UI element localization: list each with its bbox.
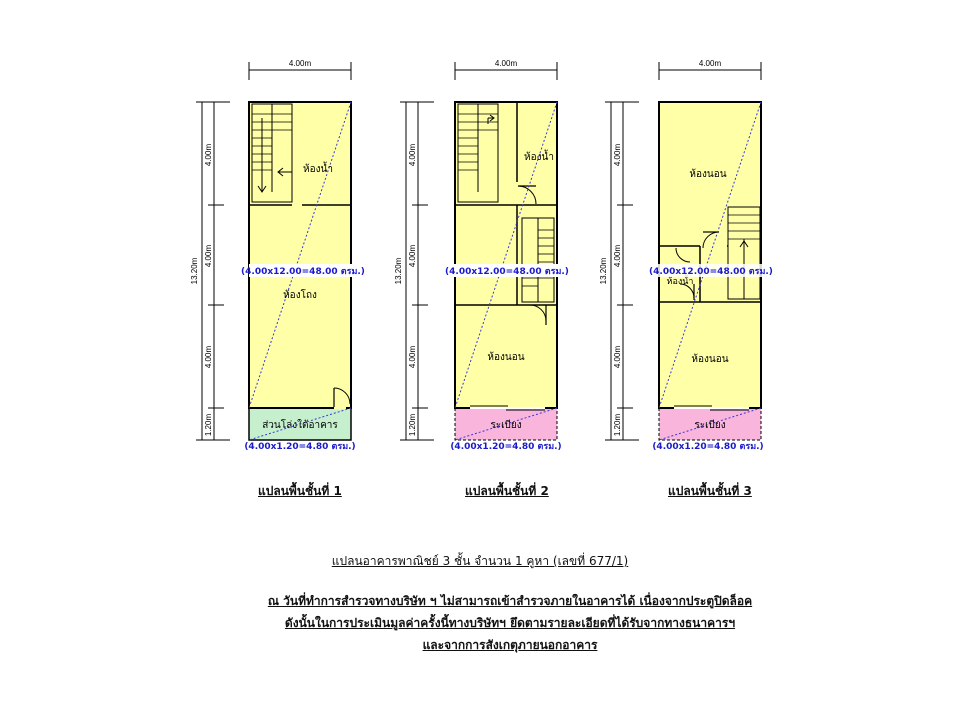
staircase-icon (458, 104, 498, 202)
area-label-front: (4.00x1.20=4.80 ตรม.) (450, 442, 562, 452)
segment-label: 4.00m (613, 244, 622, 268)
plan-title: แปลนอาคารพาณิชย์ 3 ชั้น จำนวน 1 คูหา (เลขที่ 677/1) (331, 554, 629, 568)
segment-label: 4.00m (613, 345, 622, 369)
survey-note-line-2: ดังนั้นในการประเมินมูลค่าครั้งนี้ทางบริษัทฯ ยึดตามรายละเอียดที่ได้รับจากทางธนาคารฯ (284, 616, 736, 630)
segment-label: 4.00m (204, 345, 213, 369)
room-label-bathroom: ห้องน้ำ (666, 277, 694, 287)
area-label-front: (4.00x1.20=4.80 ตรม.) (244, 442, 356, 452)
segment-label: 4.00m (204, 143, 213, 167)
room-label-open-area: ส่วนโล่งใต้อาคาร (262, 420, 338, 431)
area-label-main: (4.00x12.00=48.00 ตรม.) (241, 267, 365, 277)
width-label: 4.00m (288, 59, 312, 68)
staircase-icon (522, 218, 554, 302)
room-label-bathroom: ห้องน้ำ (524, 152, 554, 163)
total-depth-label: 13.20m (190, 257, 199, 285)
front-depth-label: 1.20m (613, 413, 622, 437)
area-label-main: (4.00x12.00=48.00 ตรม.) (445, 267, 569, 277)
floor-3-caption: แปลนพื้นชั้นที่ 3 (668, 484, 752, 498)
survey-note-line-1: ณ วันที่ทำการสำรวจทางบริษัท ฯ ไม่สามารถเข้าสำรวจภายในอาคารได้ เนื่องจากประตูปิดล็อค (267, 594, 753, 608)
depth-dimension (394, 102, 434, 440)
room-label-balcony: ระเบียง (694, 420, 726, 431)
segment-label: 4.00m (613, 143, 622, 167)
staircase-icon (252, 104, 292, 202)
depth-dimension (190, 102, 230, 440)
floor-plan-1 (190, 59, 365, 452)
room-label-bedroom-front: ห้องนอน (691, 354, 729, 365)
area-label-front: (4.00x1.20=4.80 ตรม.) (652, 442, 764, 452)
floor-plan-3 (599, 59, 773, 452)
room-label-bathroom: ห้องน้ำ (303, 164, 333, 175)
width-dimension (455, 59, 557, 80)
room-label-bedroom: ห้องนอน (487, 352, 525, 363)
segment-label: 4.00m (408, 143, 417, 167)
area-label-main: (4.00x12.00=48.00 ตรม.) (649, 267, 773, 277)
floor-plan-2 (394, 59, 569, 452)
width-label: 4.00m (698, 59, 722, 68)
segment-label: 4.00m (408, 244, 417, 268)
width-dimension (249, 59, 351, 80)
floor-2-caption: แปลนพื้นชั้นที่ 2 (465, 484, 549, 498)
survey-note-line-3: และจากการสังเกตุภายนอกอาคาร (422, 638, 598, 652)
width-label: 4.00m (494, 59, 518, 68)
segment-label: 4.00m (204, 244, 213, 268)
segment-label: 4.00m (408, 345, 417, 369)
room-label-hall: ห้องโถง (283, 290, 317, 301)
total-depth-label: 13.20m (394, 257, 403, 285)
room-label-balcony: ระเบียง (490, 420, 522, 431)
front-depth-label: 1.20m (408, 413, 417, 437)
floor-1-caption: แปลนพื้นชั้นที่ 1 (258, 484, 342, 498)
room-label-bedroom-back: ห้องนอน (689, 169, 727, 180)
depth-dimension (599, 102, 639, 440)
front-depth-label: 1.20m (204, 413, 213, 437)
total-depth-label: 13.20m (599, 257, 608, 285)
staircase-icon (728, 207, 760, 299)
width-dimension (659, 59, 761, 80)
